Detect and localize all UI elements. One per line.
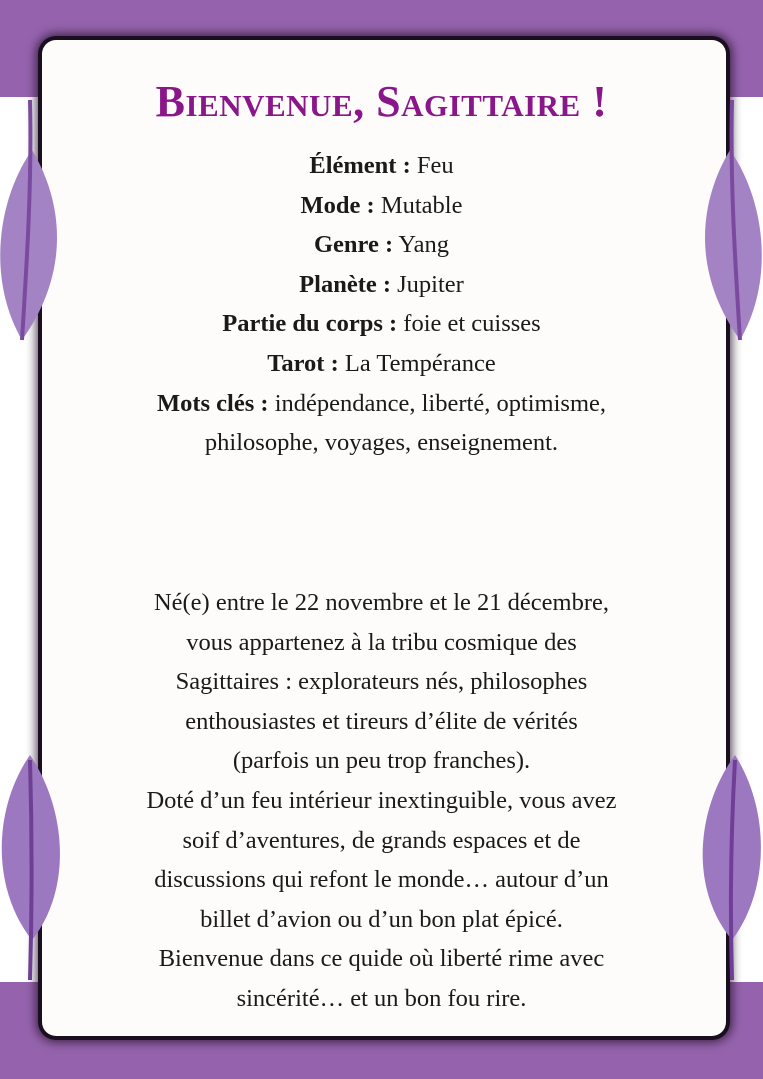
info-value: Mutable [374,191,463,219]
paragraph-line: Doté d’un feu intérieur inextinguible, vous avez [146,786,617,814]
info-row-planete [0,265,763,305]
info-value: La Tempérance [338,349,496,377]
info-row-element [0,146,763,186]
paragraph-line: enthousiastes et tireurs d’élite de vérités [185,707,578,735]
info-value: Feu [410,152,454,179]
paragraph-line: discussions qui refont le monde… autour d’un [154,866,609,894]
sign-info [0,146,763,463]
info-value: indépendance, liberté, optimisme, [268,389,607,417]
info-row-mode [0,186,763,226]
intro-paragraph [0,583,763,1019]
info-label: Partie du corps : [222,310,398,338]
info-row-genre [0,225,763,265]
info-value: Yang [393,231,449,259]
info-label: Mode : [300,191,375,219]
info-row-mots-cles-continued: philosophe, voyages, enseignement. [204,429,559,457]
paragraph-line: soif d’aventures, de grands espaces et de [182,826,581,854]
paragraph-line: vous appartenez à la tribu cosmique des [186,628,577,656]
paragraph-line: Né(e) entre le 22 novembre et le 21 décembre, [153,589,610,616]
paragraph-line: Sagittaires : explorateurs nés, philosophes [175,668,588,696]
paragraph-line: billet d’avion ou d’un bon plat épicé. [200,905,563,933]
paragraph-line: Bienvenue dans ce quide où liberté rime avec [158,945,605,973]
info-row-corps [0,304,763,344]
page-title: Bienvenue, Sagittaire ! [155,77,608,126]
paragraph-line: sincérité… et un bon fou rire. [236,984,527,1012]
info-label: Planète : [299,270,392,298]
info-value: foie et cuisses [397,310,541,338]
paragraph-line: (parfois un peu trop franches). [232,747,531,775]
info-value: Jupiter [391,270,464,298]
info-row-mots-cles [0,384,763,424]
info-label: Tarot : [267,349,339,377]
info-row-tarot [0,344,763,384]
info-label: Élément : [309,152,411,179]
info-label: Mots clés : [156,389,269,417]
info-label: Genre : [314,231,394,259]
